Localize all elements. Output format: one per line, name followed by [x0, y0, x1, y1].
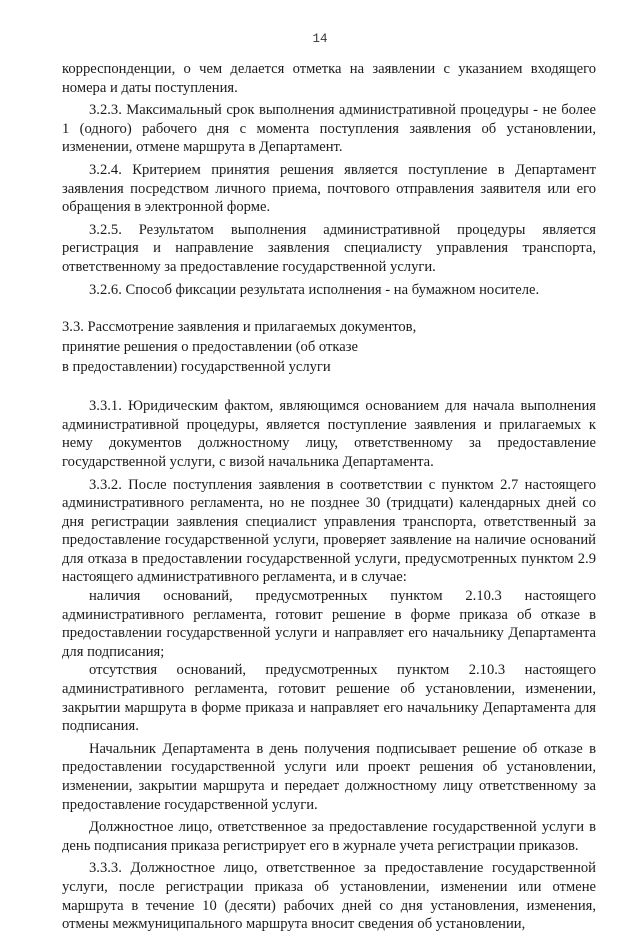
paragraph-3-3-1: 3.3.1. Юридическим фактом, являющимся основанием для начала выполнения административной процедуры, является поступление заявления и прилагаемых к нему документов должностному лицу, ответственному за предоставление государственной услуги, с визой начальника Департамента. [62, 398, 596, 470]
paragraph-3-2-3: 3.2.3. Максимальный срок выполнения административной процедуры - не более 1 (одного) рабочего дня с момента поступления заявления об установлении, изменении, отмене маршрута в Департамент. [62, 102, 596, 156]
section-heading-line: в предоставлении) государственной услуги [62, 359, 331, 376]
paragraph-registration: Должностное лицо, ответственное за предоставление государственной услуги в день подписания приказа регистрирует его в журнале учета регистрации приказов. [62, 819, 596, 854]
section-heading-line: принятие решения о предоставлении (об отказе [62, 339, 358, 356]
paragraph-3-3-3: 3.3.3. Должностное лицо, ответственное за предоставление государственной услуги, после регистрации приказа об установлении, изменении или отмене маршрута в течение 10 (десяти) рабочих дней со дня установления, изменения, отмены межмуниципального маршрута вносит сведения об установлении, [62, 860, 596, 933]
paragraph-head-signs: Начальник Департамента в день получения подписывает решение об отказе в предоставлении государственной услуги или проект решения об установлении, изменении, закрытии маршрута и передает должностному лицу ответственному за предоставление государственной услуги. [62, 740, 596, 813]
paragraph-3-2-4: 3.2.4. Критерием принятия решения является поступление в Департамент заявления посредством личного приема, почтового отправления заявителя или его обращения в электронной форме. [62, 161, 596, 216]
paragraph-3-3-2: 3.3.2. После поступления заявления в соответствии с пунктом 2.7 настоящего административного регламента, но не позднее 30 (тридцати) календарных дней со дня регистрации заявления специалист управления транспорта, ответственный за предоставление государственной услуги, проверяет заявление на наличие оснований для отказа в предоставлении государственной услуги, предусмотренных пунктом 2.9 настоящего административного регламента, и в случае: [62, 476, 596, 586]
paragraph-3-2-6: 3.2.6. Способ фиксации результата исполнения - на бумажном носителе. [89, 281, 540, 298]
section-heading-line: 3.3. Рассмотрение заявления и прилагаемых документов, [62, 319, 417, 336]
paragraph-continuation: корреспонденции, о чем делается отметка на заявлении с указанием входящего номера и даты поступления. [62, 61, 596, 96]
document-body [62, 60, 596, 938]
paragraph-3-2-5: 3.2.5. Результатом выполнения административной процедуры является регистрация и направление заявления специалисту управления транспорта, ответственному за предоставление государственной услуги. [62, 221, 596, 275]
paragraph-case-refusal: наличия оснований, предусмотренных пунктом 2.10.3 настоящего административного регламента, готовит решение в форме приказа об отказе в предоставлении государственной услуги и направляет его начальнику Департамента для подписания; [62, 588, 596, 660]
paragraph-case-approval: отсутствия оснований, предусмотренных пунктом 2.10.3 настоящего административного регламента, готовит решение об установлении, изменении, закрытии маршрута в форме приказа и направляет его начальнику Департамента для подписания. [62, 662, 596, 735]
page-number: 14 [312, 32, 328, 46]
section-heading-3-3 [62, 317, 596, 377]
